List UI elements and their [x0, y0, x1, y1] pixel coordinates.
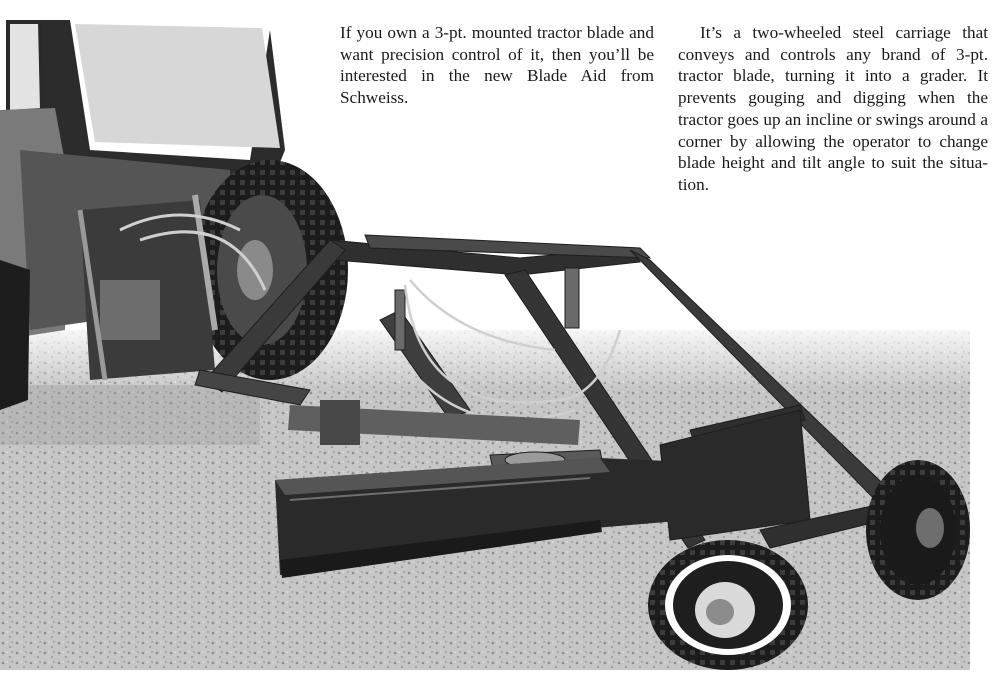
article-column-1 [340, 22, 654, 109]
carriage-wheel-rear [866, 460, 970, 600]
article-column-2 [678, 22, 988, 196]
column-1-text: If you own a 3-pt. mounted tractor blade and want precision control of it, then you’ll be interested in the new Blade Aid from Schweiss. [340, 23, 654, 108]
column-2-text: It’s a two-wheeled steel carriage that conveys and controls any brand of 3-pt. tractor blade, turning it into a grader. It prevents gouging and digging when the tractor goes up an incline or swings around a corner by allowing the operator to change blade height and tilt angle to suit the situation. [678, 23, 988, 194]
carriage-wheel-front [648, 540, 808, 670]
